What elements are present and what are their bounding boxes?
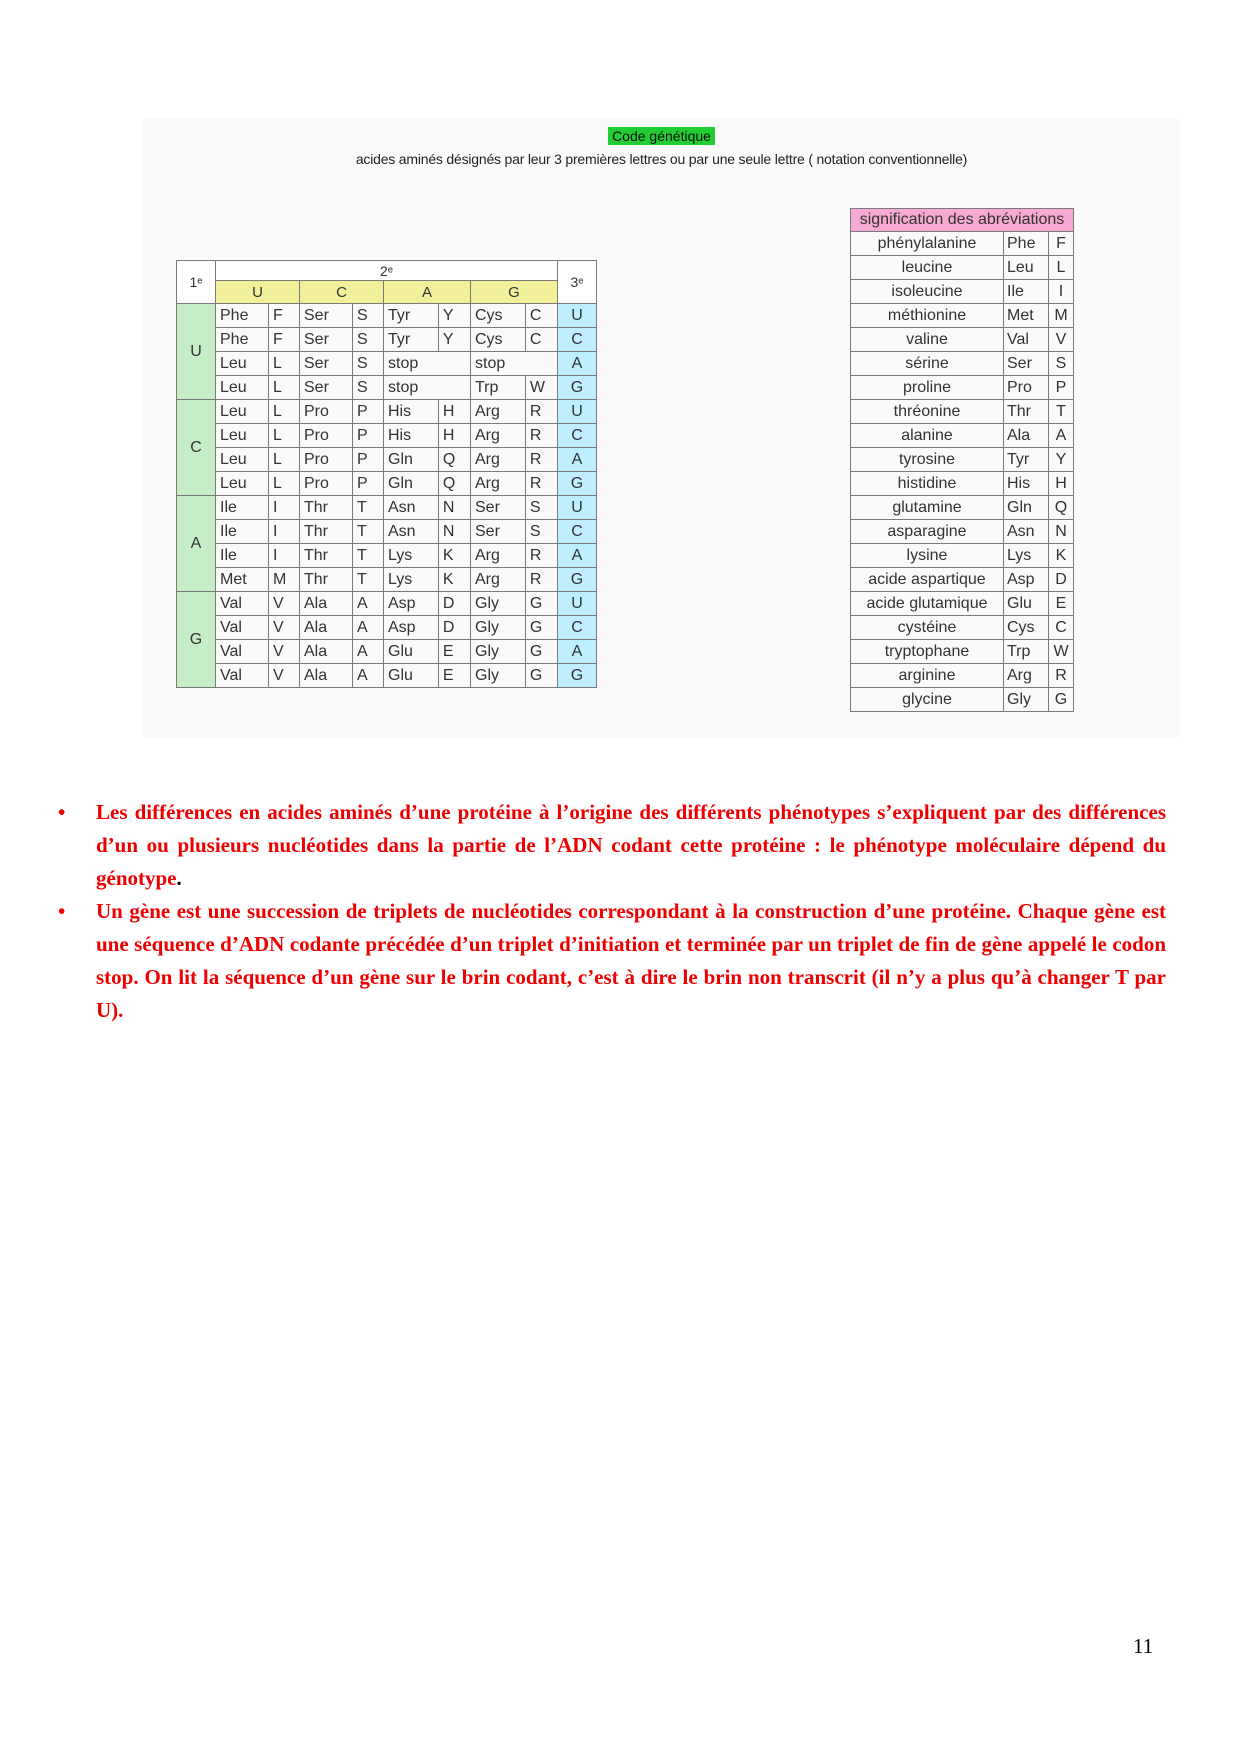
amino-acid-code: Arg	[471, 448, 526, 472]
abbreviation-row	[851, 448, 1074, 472]
amino-acid-letter: S	[353, 352, 384, 376]
amino-acid-letter: A	[353, 664, 384, 688]
amino-acid-letter: M	[269, 568, 300, 592]
amino-acid-letter: V	[269, 592, 300, 616]
amino-acid-letter: Q	[1049, 496, 1074, 520]
amino-acid-code: Phe	[216, 328, 269, 352]
bullet-item	[58, 895, 1166, 1027]
base-header-row	[177, 281, 597, 304]
amino-acid-letter: Y	[1049, 448, 1074, 472]
amino-acid-letter: T	[353, 496, 384, 520]
third-base-cell: C	[558, 328, 597, 352]
amino-acid-code: Ala	[300, 640, 353, 664]
amino-acid-letter: V	[1049, 328, 1074, 352]
bullet-item	[58, 796, 1166, 895]
amino-acid-name: cystéine	[851, 616, 1004, 640]
codon-row	[177, 376, 597, 400]
amino-acid-letter: W	[525, 376, 557, 400]
third-base-cell: A	[558, 448, 597, 472]
abbreviation-row	[851, 424, 1074, 448]
codon-row	[177, 664, 597, 688]
page-number: 11	[1133, 1634, 1154, 1658]
amino-acid-code: Asp	[1004, 568, 1049, 592]
amino-acid-code: Met	[1004, 304, 1049, 328]
amino-acid-name: leucine	[851, 256, 1004, 280]
codon-row	[177, 496, 597, 520]
second-base-header: A	[384, 281, 471, 304]
amino-acid-code: Tyr	[384, 328, 439, 352]
third-base-cell: G	[558, 472, 597, 496]
header-row	[177, 261, 597, 281]
amino-acid-code: Ser	[300, 352, 353, 376]
abbreviation-row	[851, 232, 1074, 256]
second-base-label: 2ᵉ	[216, 261, 558, 281]
amino-acid-code: Lys	[384, 568, 439, 592]
abbreviation-row	[851, 256, 1074, 280]
bullet-text: Les différences en acides aminés d’une protéine à l’origine des différents phénotypes s’expliquent par des différences d’un ou plusieurs nucléotides dans la partie de l’ADN codant cette protéine : le phénotype moléculaire dépend du génotype	[96, 800, 1166, 890]
amino-acid-code: Arg	[471, 544, 526, 568]
third-base-cell: A	[558, 352, 597, 376]
bullet-text: Un gène est une succession de triplets de nucléotides correspondant à la construction d’une protéine. Chaque gène est une séquence d’ADN codante précédée d’un triplet d’initiation et terminée par un triplet de fin de gène appelé le codon stop. On lit la séquence d’un gène sur le brin codant, c’est à dire le brin non transcrit (il n’y a plus qu’à changer T par U).	[96, 899, 1166, 1022]
amino-acid-name: tryptophane	[851, 640, 1004, 664]
amino-acid-letter: F	[269, 304, 300, 328]
amino-acid-name: acide glutamique	[851, 592, 1004, 616]
amino-acid-letter: S	[525, 496, 557, 520]
figure-subtitle: acides aminés désignés par leur 3 premières lettres ou par une seule lettre ( notation conventionnelle)	[355, 151, 968, 167]
amino-acid-code: Ser	[300, 304, 353, 328]
amino-acid-code: Pro	[1004, 376, 1049, 400]
amino-acid-letter: R	[525, 400, 557, 424]
amino-acid-letter: L	[269, 400, 300, 424]
amino-acid-letter: R	[525, 448, 557, 472]
third-base-cell: C	[558, 616, 597, 640]
first-base-cell: U	[177, 304, 216, 400]
amino-acid-letter: C	[1049, 616, 1074, 640]
abbreviation-row	[851, 592, 1074, 616]
amino-acid-code: Thr	[1004, 400, 1049, 424]
codon-row	[177, 448, 597, 472]
amino-acid-letter: G	[525, 592, 557, 616]
amino-acid-letter: T	[353, 568, 384, 592]
amino-acid-code: Val	[216, 616, 269, 640]
amino-acid-name: isoleucine	[851, 280, 1004, 304]
amino-acid-code: Val	[216, 640, 269, 664]
amino-acid-code: Ser	[471, 520, 526, 544]
amino-acid-code: His	[384, 400, 439, 424]
amino-acid-code: Arg	[471, 424, 526, 448]
amino-acid-code: Ala	[300, 592, 353, 616]
amino-acid-code: Gln	[1004, 496, 1049, 520]
amino-acid-code: Arg	[471, 472, 526, 496]
amino-acid-code: Ala	[300, 616, 353, 640]
figure-title: Code génétique	[143, 128, 1180, 144]
amino-acid-code: Arg	[1004, 664, 1049, 688]
amino-acid-name: sérine	[851, 352, 1004, 376]
amino-acid-code: Cys	[471, 328, 526, 352]
amino-acid-code: Val	[1004, 328, 1049, 352]
second-base-header: G	[471, 281, 558, 304]
amino-acid-letter: E	[438, 640, 470, 664]
codon-row	[177, 328, 597, 352]
third-base-label: 3ᵉ	[558, 261, 597, 304]
abbreviation-row	[851, 688, 1074, 712]
amino-acid-letter: V	[269, 640, 300, 664]
amino-acid-name: arginine	[851, 664, 1004, 688]
amino-acid-letter: L	[269, 376, 300, 400]
amino-acid-code: Ser	[300, 376, 353, 400]
amino-acid-letter: T	[353, 544, 384, 568]
amino-acid-code: Asp	[384, 592, 439, 616]
abbreviation-row	[851, 568, 1074, 592]
amino-acid-letter: R	[525, 424, 557, 448]
amino-acid-code: Gln	[384, 472, 439, 496]
amino-acid-code: Gly	[1004, 688, 1049, 712]
third-base-cell: U	[558, 400, 597, 424]
amino-acid-letter: P	[353, 400, 384, 424]
bullet-end: .	[176, 866, 182, 890]
amino-acid-name: acide aspartique	[851, 568, 1004, 592]
amino-acid-letter: K	[1049, 544, 1074, 568]
amino-acid-letter: Y	[438, 304, 470, 328]
amino-acid-letter: S	[353, 304, 384, 328]
amino-acid-letter: P	[1049, 376, 1074, 400]
amino-acid-name: méthionine	[851, 304, 1004, 328]
amino-acid-code: Ser	[471, 496, 526, 520]
amino-acid-letter: I	[1049, 280, 1074, 304]
amino-acid-code: Asn	[1004, 520, 1049, 544]
stop-codon-cell: stop	[471, 352, 558, 376]
abbreviation-row	[851, 496, 1074, 520]
amino-acid-letter: C	[525, 304, 557, 328]
amino-acid-code: Lys	[384, 544, 439, 568]
amino-acid-code: Leu	[216, 424, 269, 448]
amino-acid-code: Trp	[1004, 640, 1049, 664]
amino-acid-code: Thr	[300, 568, 353, 592]
first-base-cell: C	[177, 400, 216, 496]
amino-acid-code: Leu	[216, 472, 269, 496]
amino-acid-code: Asn	[384, 520, 439, 544]
second-base-header: C	[300, 281, 384, 304]
amino-acid-letter: H	[438, 400, 470, 424]
abbreviation-row	[851, 640, 1074, 664]
amino-acid-code: Cys	[1004, 616, 1049, 640]
amino-acid-letter: Q	[438, 448, 470, 472]
abbreviation-row	[851, 400, 1074, 424]
amino-acid-name: lysine	[851, 544, 1004, 568]
amino-acid-code: Leu	[1004, 256, 1049, 280]
abbreviation-header: signification des abréviations	[851, 209, 1074, 232]
third-base-cell: U	[558, 304, 597, 328]
abbreviation-row	[851, 376, 1074, 400]
amino-acid-letter: T	[353, 520, 384, 544]
amino-acid-code: Ala	[300, 664, 353, 688]
abbreviation-header-row	[851, 209, 1074, 232]
amino-acid-code: Phe	[216, 304, 269, 328]
amino-acid-code: Glu	[1004, 592, 1049, 616]
amino-acid-name: tyrosine	[851, 448, 1004, 472]
amino-acid-code: Lys	[1004, 544, 1049, 568]
codon-row	[177, 304, 597, 328]
bullet-icon: •	[58, 899, 66, 923]
amino-acid-code: Gly	[471, 592, 526, 616]
third-base-cell: C	[558, 424, 597, 448]
codon-row	[177, 352, 597, 376]
stop-codon-cell: stop	[384, 376, 471, 400]
codon-table	[176, 260, 597, 688]
amino-acid-code: Ile	[1004, 280, 1049, 304]
first-base-cell: A	[177, 496, 216, 592]
third-base-cell: A	[558, 544, 597, 568]
third-base-cell: G	[558, 568, 597, 592]
amino-acid-letter: E	[1049, 592, 1074, 616]
amino-acid-letter: C	[525, 328, 557, 352]
amino-acid-code: Pro	[300, 472, 353, 496]
amino-acid-letter: N	[438, 496, 470, 520]
amino-acid-letter: P	[353, 448, 384, 472]
abbreviation-row	[851, 664, 1074, 688]
amino-acid-letter: D	[438, 592, 470, 616]
codon-row	[177, 424, 597, 448]
amino-acid-letter: F	[1049, 232, 1074, 256]
amino-acid-letter: G	[525, 616, 557, 640]
amino-acid-code: Ile	[216, 520, 269, 544]
amino-acid-letter: I	[269, 520, 300, 544]
explanation-list	[58, 796, 1166, 1027]
amino-acid-code: His	[1004, 472, 1049, 496]
amino-acid-code: Glu	[384, 664, 439, 688]
amino-acid-code: Val	[216, 592, 269, 616]
amino-acid-code: Ser	[300, 328, 353, 352]
amino-acid-name: glycine	[851, 688, 1004, 712]
amino-acid-code: Thr	[300, 496, 353, 520]
amino-acid-name: asparagine	[851, 520, 1004, 544]
amino-acid-letter: D	[438, 616, 470, 640]
amino-acid-letter: L	[269, 472, 300, 496]
amino-acid-code: Gly	[471, 664, 526, 688]
codon-row	[177, 400, 597, 424]
amino-acid-code: Tyr	[384, 304, 439, 328]
codon-row	[177, 520, 597, 544]
amino-acid-code: Trp	[471, 376, 526, 400]
amino-acid-letter: G	[525, 664, 557, 688]
amino-acid-letter: G	[1049, 688, 1074, 712]
amino-acid-letter: Y	[438, 328, 470, 352]
amino-acid-letter: R	[525, 544, 557, 568]
codon-row	[177, 592, 597, 616]
codon-row	[177, 616, 597, 640]
amino-acid-name: proline	[851, 376, 1004, 400]
amino-acid-letter: F	[269, 328, 300, 352]
amino-acid-letter: L	[269, 352, 300, 376]
amino-acid-letter: R	[1049, 664, 1074, 688]
amino-acid-code: Tyr	[1004, 448, 1049, 472]
amino-acid-letter: A	[1049, 424, 1074, 448]
amino-acid-code: Thr	[300, 520, 353, 544]
abbreviation-row	[851, 328, 1074, 352]
amino-acid-letter: L	[1049, 256, 1074, 280]
amino-acid-letter: S	[525, 520, 557, 544]
amino-acid-letter: T	[1049, 400, 1074, 424]
amino-acid-name: glutamine	[851, 496, 1004, 520]
codon-row	[177, 640, 597, 664]
stop-codon-cell: stop	[384, 352, 471, 376]
genetic-code-figure	[143, 118, 1180, 738]
amino-acid-letter: E	[438, 664, 470, 688]
amino-acid-letter: D	[1049, 568, 1074, 592]
amino-acid-code: Thr	[300, 544, 353, 568]
amino-acid-letter: M	[1049, 304, 1074, 328]
amino-acid-code: Ser	[1004, 352, 1049, 376]
codon-row	[177, 472, 597, 496]
first-base-cell: G	[177, 592, 216, 688]
amino-acid-code: Pro	[300, 400, 353, 424]
amino-acid-code: Arg	[471, 400, 526, 424]
amino-acid-letter: R	[525, 472, 557, 496]
third-base-cell: U	[558, 496, 597, 520]
abbreviation-row	[851, 520, 1074, 544]
amino-acid-letter: G	[525, 640, 557, 664]
amino-acid-letter: K	[438, 568, 470, 592]
abbreviation-row	[851, 616, 1074, 640]
amino-acid-code: Asn	[384, 496, 439, 520]
amino-acid-letter: I	[269, 496, 300, 520]
amino-acid-name: valine	[851, 328, 1004, 352]
amino-acid-letter: L	[269, 424, 300, 448]
third-base-cell: C	[558, 520, 597, 544]
abbreviation-table	[850, 208, 1074, 712]
amino-acid-code: Gly	[471, 616, 526, 640]
amino-acid-code: Ala	[1004, 424, 1049, 448]
amino-acid-letter: Q	[438, 472, 470, 496]
amino-acid-letter: A	[353, 616, 384, 640]
amino-acid-letter: L	[269, 448, 300, 472]
amino-acid-code: Pro	[300, 448, 353, 472]
amino-acid-code: Leu	[216, 352, 269, 376]
amino-acid-letter: S	[353, 376, 384, 400]
amino-acid-letter: V	[269, 616, 300, 640]
amino-acid-name: phénylalanine	[851, 232, 1004, 256]
amino-acid-code: Glu	[384, 640, 439, 664]
second-base-header: U	[216, 281, 300, 304]
amino-acid-letter: A	[353, 592, 384, 616]
third-base-cell: U	[558, 592, 597, 616]
amino-acid-name: histidine	[851, 472, 1004, 496]
amino-acid-code: Val	[216, 664, 269, 688]
amino-acid-code: His	[384, 424, 439, 448]
amino-acid-letter: W	[1049, 640, 1074, 664]
amino-acid-code: Leu	[216, 448, 269, 472]
amino-acid-code: Cys	[471, 304, 526, 328]
amino-acid-letter: H	[438, 424, 470, 448]
third-base-cell: G	[558, 376, 597, 400]
amino-acid-name: thréonine	[851, 400, 1004, 424]
amino-acid-code: Phe	[1004, 232, 1049, 256]
abbreviation-row	[851, 304, 1074, 328]
amino-acid-letter: I	[269, 544, 300, 568]
amino-acid-letter: H	[1049, 472, 1074, 496]
amino-acid-code: Arg	[471, 568, 526, 592]
amino-acid-letter: V	[269, 664, 300, 688]
amino-acid-code: Leu	[216, 376, 269, 400]
amino-acid-name: alanine	[851, 424, 1004, 448]
amino-acid-letter: S	[353, 328, 384, 352]
amino-acid-code: Gln	[384, 448, 439, 472]
amino-acid-letter: N	[438, 520, 470, 544]
abbreviation-row	[851, 544, 1074, 568]
third-base-cell: G	[558, 664, 597, 688]
abbreviation-row	[851, 352, 1074, 376]
amino-acid-code: Ile	[216, 544, 269, 568]
amino-acid-code: Gly	[471, 640, 526, 664]
amino-acid-code: Asp	[384, 616, 439, 640]
first-base-label: 1ᵉ	[177, 261, 216, 304]
amino-acid-letter: S	[1049, 352, 1074, 376]
amino-acid-letter: K	[438, 544, 470, 568]
amino-acid-letter: P	[353, 424, 384, 448]
amino-acid-code: Pro	[300, 424, 353, 448]
codon-row	[177, 568, 597, 592]
abbreviation-row	[851, 280, 1074, 304]
amino-acid-letter: N	[1049, 520, 1074, 544]
bullet-icon: •	[58, 800, 66, 824]
amino-acid-code: Ile	[216, 496, 269, 520]
amino-acid-letter: R	[525, 568, 557, 592]
abbreviation-row	[851, 472, 1074, 496]
codon-row	[177, 544, 597, 568]
amino-acid-letter: A	[353, 640, 384, 664]
third-base-cell: A	[558, 640, 597, 664]
amino-acid-code: Leu	[216, 400, 269, 424]
amino-acid-letter: P	[353, 472, 384, 496]
amino-acid-code: Met	[216, 568, 269, 592]
